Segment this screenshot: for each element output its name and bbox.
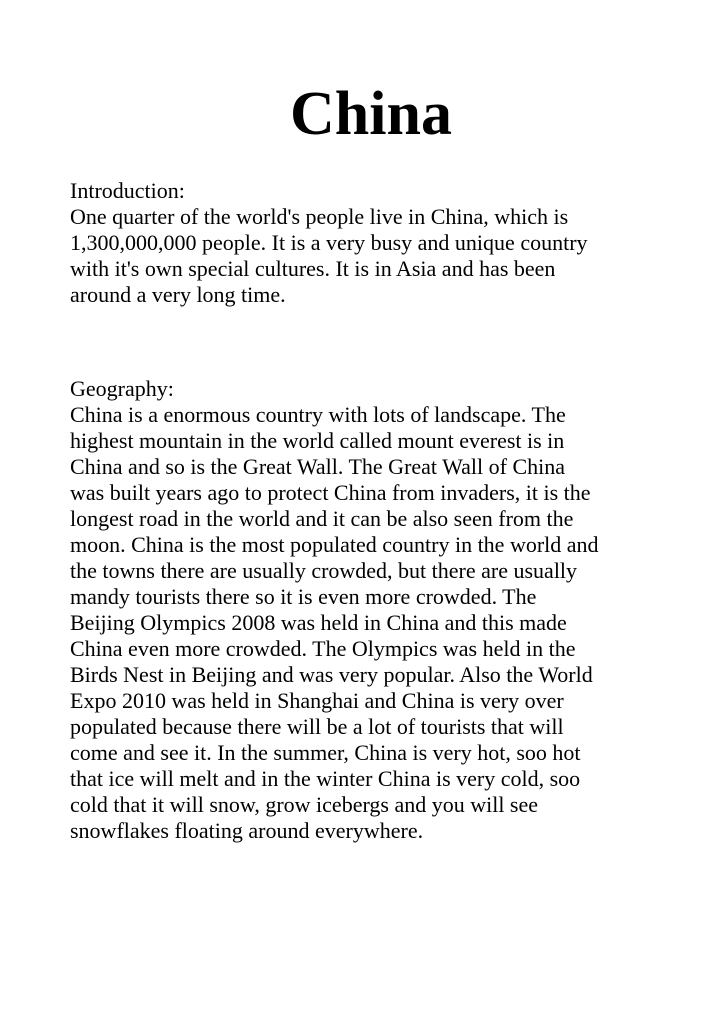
section-body-geography: China is a enormous country with lots of landscape. The highest mountain in the world called mount everest is in China and so is the Great Wall. The Great Wall of China was built years ago to protect China from invaders, it is the longest road in the world and it can be also seen from the moon. China is the most populated country in the world and the towns there are usually crowded, but there are usually mandy tourists there so it is even more crowded. The Beijing Olympics 2008 was held in China and this made China even more crowded. The Olympics was held in the Birds Nest in Beijing and was very popular. Also the World Expo 2010 was held in Shanghai and China is very over populated because there will be a lot of tourists that will come and see it. In the summer, China is very hot, soo hot that ice will melt and in the winter China is very cold, soo cold that it will snow, grow icebergs and you will see snowflakes floating around everywhere. [70,402,599,843]
section-heading-introduction: Introduction: [70,178,185,203]
introduction-section [70,178,670,308]
section-heading-geography: Geography: [70,376,174,401]
geography-section [70,376,670,844]
page-title: China [290,80,452,148]
section-body-introduction: One quarter of the world's people live in China, which is 1,300,000,000 people. It is a very busy and unique country with it's own special cultures. It is in Asia and has been around a very long time. [70,204,588,307]
